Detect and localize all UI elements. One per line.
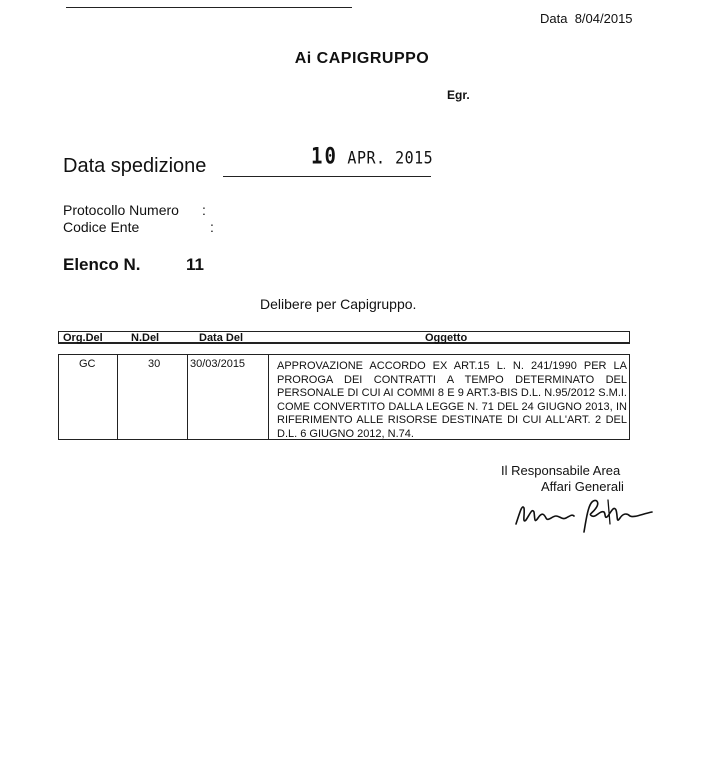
handwritten-signature [512, 494, 657, 534]
document-subtitle: Delibere per Capigruppo. [260, 296, 417, 312]
col-divider [117, 355, 118, 439]
date-stamp [311, 144, 433, 169]
page-title: Ai CAPIGRUPPO [294, 50, 430, 67]
col-subject: Oggetto [425, 332, 468, 344]
signatory-title: Il Responsabile Area [501, 463, 621, 478]
col-org: Org.Del [63, 332, 103, 344]
col-date: Data Del [199, 332, 244, 344]
cell-date: 30/03/2015 [190, 358, 246, 370]
cell-num: 30 [148, 358, 161, 370]
document-date [540, 11, 633, 26]
signatory-department: Affari Generali [541, 479, 624, 494]
stamp-day: 10 [311, 144, 338, 170]
col-divider [187, 355, 188, 439]
col-divider [268, 355, 269, 439]
table-header [58, 331, 630, 344]
entity-colon: : [210, 219, 214, 235]
top-rule [66, 7, 352, 8]
shipping-date-line [223, 176, 431, 177]
protocol-colon: : [202, 202, 206, 218]
shipping-date-label: Data spedizione [63, 155, 207, 177]
protocol-number-label: Protocollo Numero [63, 202, 179, 218]
cell-subject: APPROVAZIONE ACCORDO EX ART.15 L. N. 241/1990 PER LA PROROGA DEI CONTRATTI A TEMPO DETERMINATO DEL PERSONALE DI CUI AI COMMI 8 E 9 ART.3-BIS D.L. N.95/2012 S.M.I. COME CONVERTITO DALLA LEGGE N. 71 DEL 24 GIUGNO 2013, IN RIFERIMENTO ALLE RISORSE DESTINATE DI CUI ALL'ART. 2 DEL D.L. 6 GIUGNO 2012, N.74. [277, 360, 627, 440]
signatory-block [501, 463, 624, 495]
protocol-block [63, 202, 214, 236]
date-label: Data [540, 11, 568, 26]
list-label: Elenco N. [63, 255, 141, 274]
salutation: Egr. [447, 88, 470, 102]
stamp-month-year: APR. 2015 [347, 147, 434, 169]
cell-org: GC [79, 358, 96, 370]
date-value: 8/04/2015 [574, 11, 633, 26]
entity-code-label: Codice Ente [63, 219, 140, 235]
list-number: 11 [186, 255, 204, 274]
table-row [58, 354, 630, 440]
col-num: N.Del [131, 332, 160, 344]
